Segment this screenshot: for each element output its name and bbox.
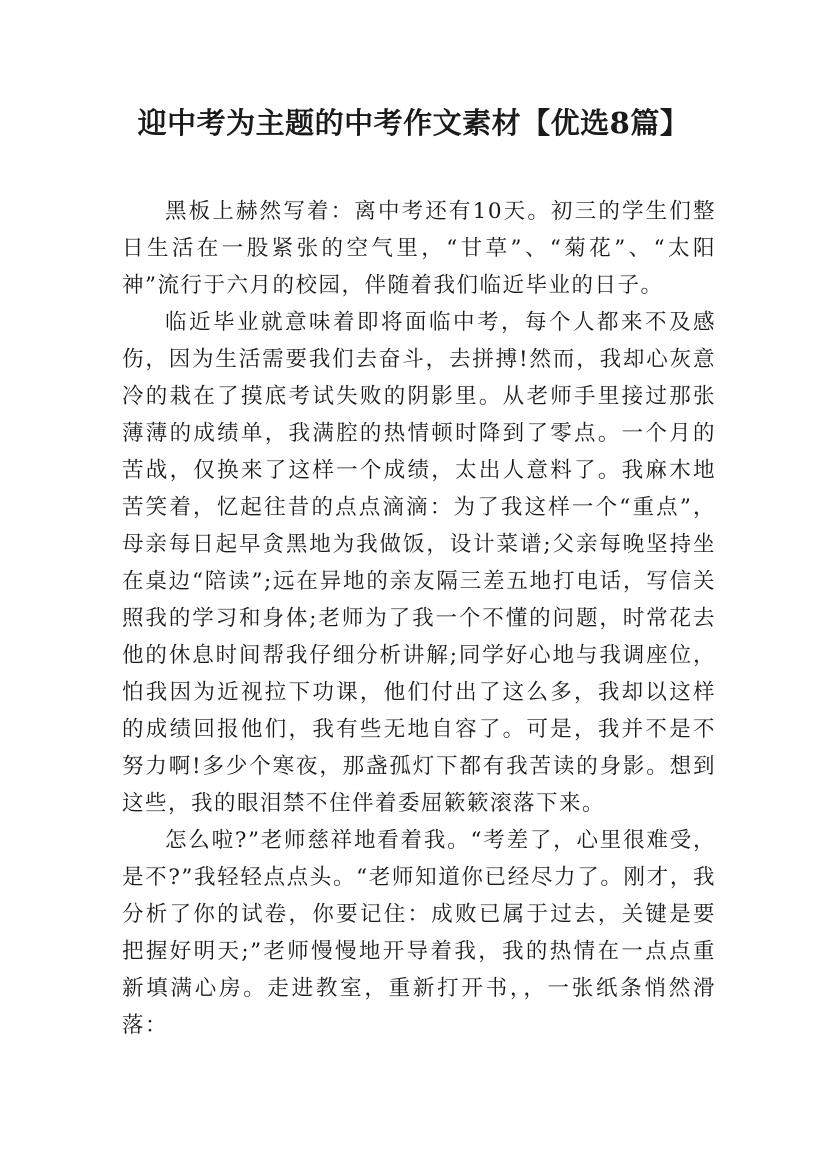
paragraph-3: 怎么啦?”老师慈祥地看着我。“考差了，心里很难受，是不?”我轻轻点点头。“老师知道你已经尽力了。刚才，我分析了你的试卷，你要记住：成败已属于过去，关键是要把握好明天;”老师慢慢地开导着我，我的热情在一点点重新填满心房。走进教室，重新打开书，，一张纸条悄然滑落：: [122, 828, 716, 1038]
document-body: [122, 193, 716, 1044]
paragraph-2: 临近毕业就意味着即将面临中考，每个人都来不及感伤，因为生活需要我们去奋斗，去拼搏!然而，我却心灰意冷的栽在了摸底考试失败的阴影里。从老师手里接过那张薄薄的成绩单，我满腔的热情顿时降到了零点。一个月的苦战，仅换来了这样一个成绩，太出人意料了。我麻木地苦笑着，忆起往昔的点点滴滴：为了我这样一个“重点”，母亲每日起早贪黑地为我做饭，设计菜谱;父亲每晚坚持坐在桌边“陪读”;远在异地的亲友隔三差五地打电话，写信关照我的学习和身体;老师为了我一个不懂的问题，时常花去他的休息时间帮我仔细分析讲解;同学好心地与我调座位，怕我因为近视拉下功课，他们付出了这么多，我却以这样的成绩回报他们，我有些无地自容了。可是，我并不是不努力啊!多少个寒夜，那盏孤灯下都有我苦读的身影。想到这些，我的眼泪禁不住伴着委屈簌簌滚落下来。: [122, 310, 716, 816]
document-title: 迎中考为主题的中考作文素材【优选8篇】: [137, 106, 690, 140]
paragraph-1: 黑板上赫然写着：离中考还有10天。初三的学生们整日生活在一股紧张的空气里，“甘草”、“菊花”、“太阳神”流行于六月的校园，伴随着我们临近毕业的日子。: [122, 199, 716, 298]
